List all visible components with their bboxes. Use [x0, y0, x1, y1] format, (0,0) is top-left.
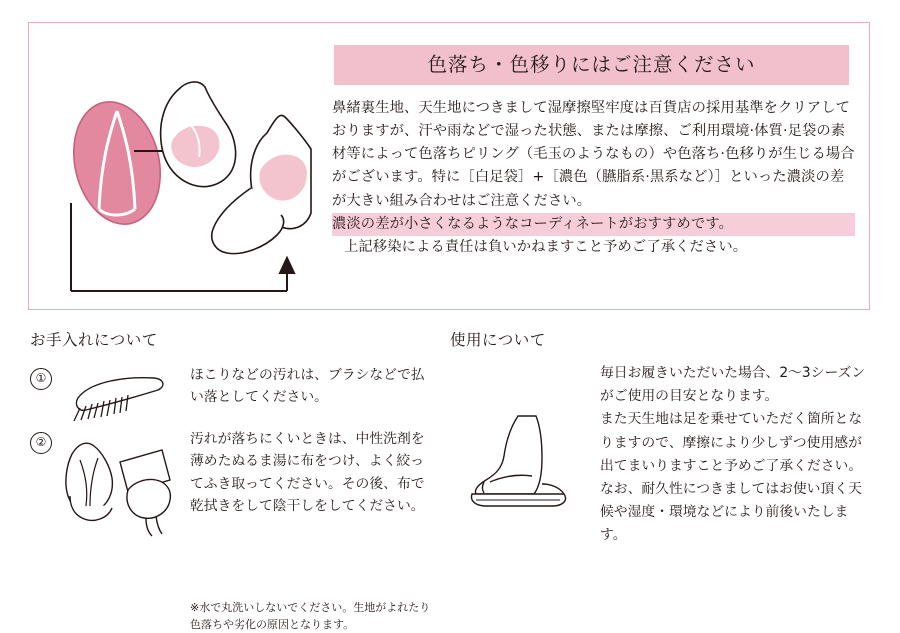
- usage-paragraph-3: なお、耐久性につきましてはお使い頂く天候や湿度・環境などにより前後いたします。: [600, 480, 862, 544]
- brush-icon: [58, 368, 178, 423]
- usage-paragraph-1: 毎日お履きいただいた場合、2～3シーズンがご使用の目安となります。: [600, 365, 866, 405]
- warning-paragraph: 鼻緒裏生地、天生地につきまして湿摩擦堅牢度は百貨店の採用基準をクリアしておりますが、汗や雨などで湿った状態、または摩擦、ご利用環境·体質·足袋の素材等によって色落ちピリング（毛玉のようなもの）や色落ち·色移りが生じる場合がございます。特に［白足袋］+［濃色（臙脂系·黒系など）］といった濃淡の差が大きい組み合わせはご注意ください。: [332, 100, 855, 209]
- usage-text: [600, 362, 872, 547]
- care-heading: お手入れについて: [30, 331, 158, 349]
- warning-text-column: [314, 23, 869, 309]
- warning-body: [332, 97, 855, 259]
- sandal-diagram: [29, 23, 314, 309]
- warning-closing-line: 上記移染による責任は負いかねますこと予めご了承ください。: [344, 238, 748, 255]
- warning-highlight-line: 濃淡の差が小さくなるようなコーディネートがおすすめです。: [332, 213, 855, 236]
- warning-panel: [28, 22, 870, 310]
- usage-paragraph-2: また天生地は足を乗せていただく箇所となりますので、摩擦により少しずつ使用感が出てまいりますこと予めご了承ください。: [600, 411, 863, 474]
- care-item-2-text: 汚れが落ちにくいときは、中性洗剤を薄めたぬるま湯に布をつけ、よく絞ってふき取ってください。その後、布で乾拭きをして陰干しをしてください。: [190, 431, 425, 515]
- foot-in-sandal-icon: [460, 412, 585, 512]
- care-item-1-text: ほこりなどの汚れは、ブラシなどで払い落としてください。: [190, 367, 425, 406]
- care-note: ※水で丸洗いしないでください。生地がよれたり色落ちや劣化の原因となります。: [190, 601, 431, 631]
- usage-heading: 使用について: [450, 331, 546, 349]
- care-item-1-number: ①: [30, 368, 52, 390]
- sandal-cloth-icon: [58, 432, 183, 542]
- sandal-diagram-svg: [29, 23, 314, 309]
- care-item-2-number: ②: [30, 432, 52, 454]
- warning-title: 色落ち・色移りにはご注意ください: [334, 45, 849, 85]
